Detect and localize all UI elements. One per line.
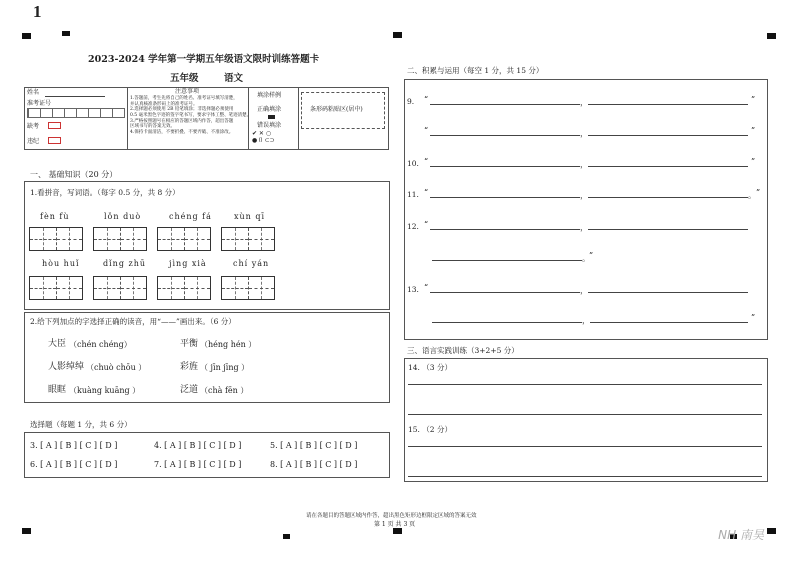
choice-row[interactable]: 7. [ A ] [ B ] [ C ] [ D ] [154, 460, 242, 469]
pinyin-8: chí yán [233, 259, 270, 268]
exam-no-label: 准考证号 [27, 100, 52, 107]
alignment-mark [22, 33, 31, 39]
comma-mark: ， [580, 191, 588, 200]
note-line: 2.选择题必须使用 2B 铅笔填涂；非选择题必须使用 [130, 107, 234, 113]
quote-mark: ” [751, 313, 756, 322]
page-number: 1 [33, 2, 42, 21]
q1-label: 1.看拼音，写词语。（每字 0.5 分，共 8 分） [30, 188, 180, 197]
alignment-mark [767, 528, 776, 534]
alignment-mark [393, 528, 402, 534]
note-line: 3.严格按照题号在相应的答题区域内作答，超出答题 [130, 118, 234, 124]
q13-number: 13. [407, 285, 419, 294]
q15-label: 15. （2 分） [408, 425, 452, 434]
grade-label: 五年级 [170, 73, 199, 84]
wrong-fill-samples [252, 130, 294, 145]
q2-word: 平衡 [180, 339, 199, 349]
note-line: 4.保持卡面清洁，不要折叠、不要弄破、不准涂改。 [130, 129, 234, 135]
writing-grid[interactable] [157, 227, 211, 251]
q2-pron[interactable]: （chà fēn ） [200, 386, 249, 395]
q2-pron[interactable]: （chén chéng） [69, 340, 132, 349]
choice-row[interactable]: 4. [ A ] [ B ] [ C ] [ D ] [154, 441, 242, 450]
writing-grid[interactable] [157, 276, 211, 300]
writing-grid[interactable] [221, 227, 275, 251]
note-line: 0.5 毫米黑色字迹的签字笔书写，要求字体工整、笔迹清楚。 [130, 112, 252, 118]
footer-note: 请在各题目的答题区域内作答，超出黑色矩形边框限定区域的答案无效 [306, 513, 477, 519]
pinyin-1: fèn fù [40, 212, 70, 221]
writing-grid[interactable] [93, 227, 147, 251]
answer-line[interactable] [408, 446, 762, 447]
answer-line[interactable] [590, 322, 748, 323]
footer-page: 第 1 页 共 3 页 [374, 521, 416, 528]
quote-mark: “ [424, 188, 429, 197]
notes-list [130, 96, 251, 135]
answer-line[interactable] [588, 104, 748, 105]
choice-row[interactable]: 8. [ A ] [ B ] [ C ] [ D ] [270, 460, 358, 469]
watermark-logo: NH 南昊 [718, 528, 764, 542]
q11-number: 11. [407, 190, 419, 199]
alignment-mark [393, 32, 402, 38]
pinyin-7: jìng xià [169, 259, 207, 268]
q2-pron[interactable]: （ jīn jīng ） [200, 363, 250, 372]
exam-no-boxes[interactable] [27, 108, 125, 118]
answer-line[interactable] [430, 197, 580, 198]
quote-mark: “ [424, 283, 429, 292]
correct-fill-label: 正确填涂 [257, 106, 282, 113]
answer-line[interactable] [430, 292, 580, 293]
check-icon: ✔ ✕ ○ [252, 130, 272, 137]
quote-mark: ” [589, 251, 594, 260]
writing-grid[interactable] [29, 227, 83, 251]
answer-line[interactable] [588, 197, 748, 198]
pinyin-6: dǐng zhū [103, 259, 147, 268]
quote-mark: “ [424, 157, 429, 166]
section1-title: 一、 基础知识（20 分） [30, 170, 118, 179]
pinyin-2: lǒn duò [104, 212, 142, 221]
comma-mark: ， [580, 129, 588, 138]
pinyin-4: xùn qī [234, 212, 266, 221]
answer-line[interactable] [430, 166, 580, 167]
answer-line[interactable] [432, 260, 582, 261]
q2-word: 泛道 [180, 385, 199, 395]
pinyin-5: hòu huǐ [42, 259, 80, 268]
note-line: 并认真核准条形码上的准考证号。 [130, 101, 198, 107]
q12-number: 12. [407, 222, 419, 231]
absent-checkbox[interactable] [48, 122, 61, 129]
alignment-mark [22, 528, 31, 534]
correct-fill-sample [268, 115, 275, 119]
dot-icon: ● ⌷ ⊂⊃ [252, 137, 275, 144]
quote-mark: ” [751, 95, 756, 104]
quote-mark: “ [424, 126, 429, 135]
answer-line[interactable] [430, 135, 580, 136]
choice-row[interactable]: 6. [ A ] [ B ] [ C ] [ D ] [30, 460, 118, 469]
q2-label: 2.给下列加点的字选择正确的读音，用“——”画出来。（6 分） [30, 317, 236, 326]
answer-line[interactable] [588, 292, 748, 293]
writing-grid[interactable] [29, 276, 83, 300]
period-mark: 。 [582, 254, 590, 263]
answer-line[interactable] [430, 229, 580, 230]
fill-example-label: 填涂样例 [257, 92, 282, 99]
q2-pron[interactable]: （kuàng kuāng ） [69, 386, 141, 395]
barcode-label: 条形码粘贴区(居中) [310, 106, 363, 113]
comma-mark: ， [580, 98, 588, 107]
comma-mark: ， [580, 223, 588, 232]
sheet-title: 2023-2024 学年第一学期五年级语文限时训练答题卡 [88, 54, 320, 65]
answer-line[interactable] [408, 414, 762, 415]
violation-checkbox[interactable] [48, 137, 61, 144]
q2-word: 彩旌 [180, 362, 199, 372]
subject-label: 语文 [224, 73, 244, 84]
section3-box [404, 358, 768, 482]
pinyin-3: chéng fá [169, 212, 212, 221]
q2-pron[interactable]: （chuò chōu ） [86, 363, 147, 372]
note-line: 1.答题前，考生先将自己的姓名、准考证号填写清楚， [130, 96, 238, 101]
choice-box [24, 432, 390, 478]
comma-mark: ， [580, 160, 588, 169]
answer-line[interactable] [588, 135, 748, 136]
quote-mark: “ [424, 95, 429, 104]
alignment-mark [283, 534, 290, 539]
writing-grid[interactable] [221, 276, 275, 300]
name-label: 姓名 [27, 89, 40, 96]
q10-number: 10. [407, 159, 419, 168]
answer-line[interactable] [588, 229, 748, 230]
section2-box [404, 79, 768, 340]
q14-label: 14. （3 分） [408, 363, 452, 372]
alignment-mark [767, 33, 776, 39]
answer-line[interactable] [430, 104, 580, 105]
answer-line[interactable] [432, 322, 582, 323]
q2-word: 大臣 [48, 339, 67, 349]
comma-mark: ， [582, 316, 590, 325]
choice-row[interactable]: 3. [ A ] [ B ] [ C ] [ D ] [30, 441, 118, 450]
comma-mark: ， [580, 286, 588, 295]
q2-word: 眼眶 [48, 385, 67, 395]
writing-grid[interactable] [93, 276, 147, 300]
answer-line[interactable] [408, 476, 762, 477]
name-field[interactable] [45, 96, 105, 97]
wrong-fill-label: 错误填涂 [257, 122, 282, 129]
quote-mark: ” [756, 188, 761, 197]
violation-label: 违纪 [27, 138, 40, 145]
period-mark: 。 [748, 191, 756, 200]
q9-number: 9. [407, 97, 415, 106]
quote-mark: ” [751, 157, 756, 166]
notes-title: 注意事项 [175, 88, 200, 95]
answer-line[interactable] [408, 384, 762, 385]
q2-word: 人影绰绰 [48, 362, 85, 372]
choice-label: 选择题（每题 1 分，共 6 分） [30, 420, 132, 429]
absent-label: 缺考 [27, 123, 40, 130]
answer-line[interactable] [588, 166, 748, 167]
choice-row[interactable]: 5. [ A ] [ B ] [ C ] [ D ] [270, 441, 358, 450]
section2-title: 二、积累与运用（每空 1 分，共 15 分） [407, 66, 544, 75]
quote-mark: ” [751, 126, 756, 135]
alignment-mark [62, 31, 70, 36]
note-line: 区域书写的答案无效。 [130, 124, 175, 130]
quote-mark: “ [424, 220, 429, 229]
section3-title: 三、语言实践训练（3+2+5 分） [407, 346, 519, 355]
q2-pron[interactable]: （héng hén ） [200, 340, 257, 349]
